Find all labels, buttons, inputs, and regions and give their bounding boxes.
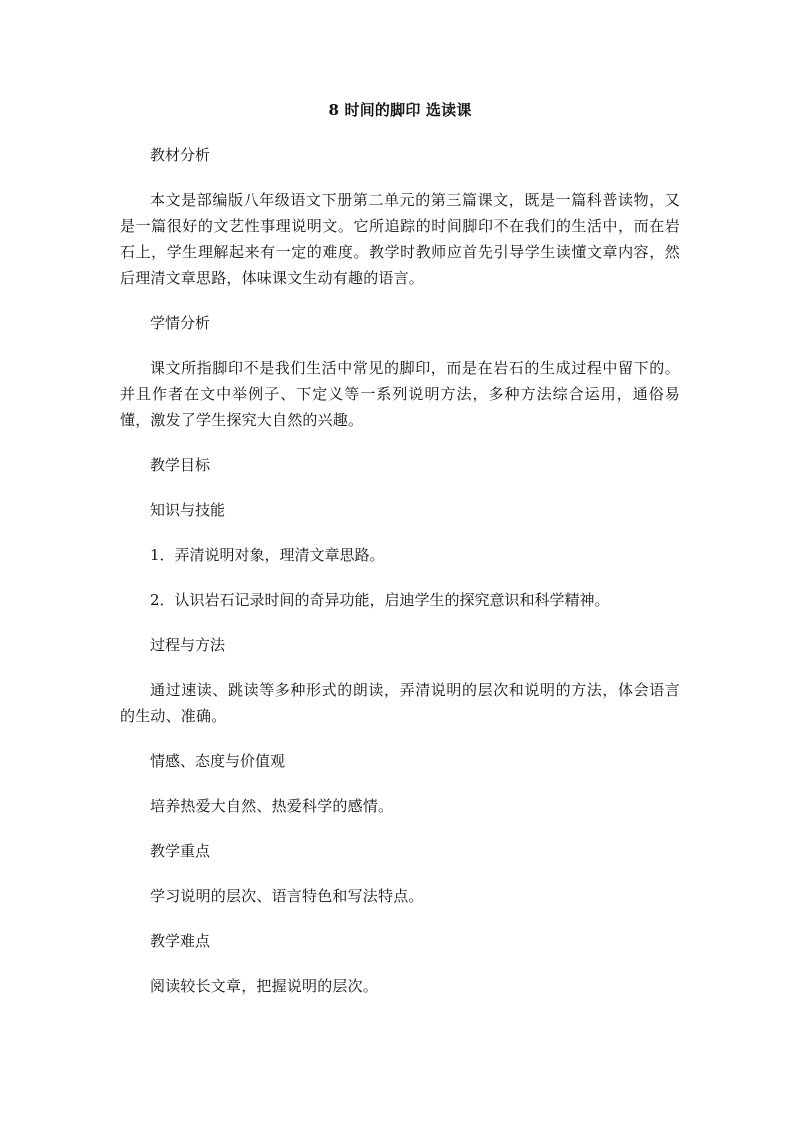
emotion-values-heading: 情感、态度与价值观 <box>150 752 286 770</box>
student-analysis-paragraph: 课文所指脚印不是我们生活中常见的脚印，而是在岩石的生成过程中留下的。并且作者在文中举例子、下定义等一系列说明方法，多种方法综合运用，通俗易懂，激发了学生探究大自然的兴趣。 <box>120 359 680 429</box>
analysis-paragraph: 本文是部编版八年级语文下册第二单元的第三篇课文，既是一篇科普读物，又是一篇很好的文艺性事理说明文。它所追踪的时间脚印不在我们的生活中，而在岩石上，学生理解起来有一定的难度。教学时教师应首先引导学生读懂文章内容，然后理清文章思路，体味课文生动有趣的语言。 <box>120 191 680 287</box>
teaching-key-points-paragraph: 学习说明的层次、语言特色和写法特点。 <box>150 887 424 905</box>
knowledge-skills-heading: 知识与技能 <box>150 501 226 519</box>
process-methods-heading: 过程与方法 <box>150 636 226 654</box>
lesson-title: 8 时间的脚印 选读课 <box>328 101 472 119</box>
knowledge-item-1: 1．弄清说明对象，理清文章思路。 <box>150 546 385 564</box>
teaching-key-points-heading: 教学重点 <box>150 842 211 860</box>
emotion-values-paragraph: 培养热爱大自然、热爱科学的感情。 <box>150 797 394 815</box>
teaching-goals-heading: 教学目标 <box>150 456 211 474</box>
process-methods-paragraph: 通过速读、跳读等多种形式的朗读，弄清说明的层次和说明的方法，体会语言的生动、准确。 <box>120 681 680 725</box>
analysis-heading: 教材分析 <box>150 146 211 164</box>
teaching-difficulties-heading: 教学难点 <box>150 932 211 950</box>
teaching-difficulties-paragraph: 阅读较长文章，把握说明的层次。 <box>150 977 379 995</box>
student-analysis-heading: 学情分析 <box>150 314 211 332</box>
knowledge-item-2: 2．认识岩石记录时间的奇异功能，启迪学生的探究意识和科学精神。 <box>150 591 610 609</box>
document-content <box>120 97 680 1018</box>
